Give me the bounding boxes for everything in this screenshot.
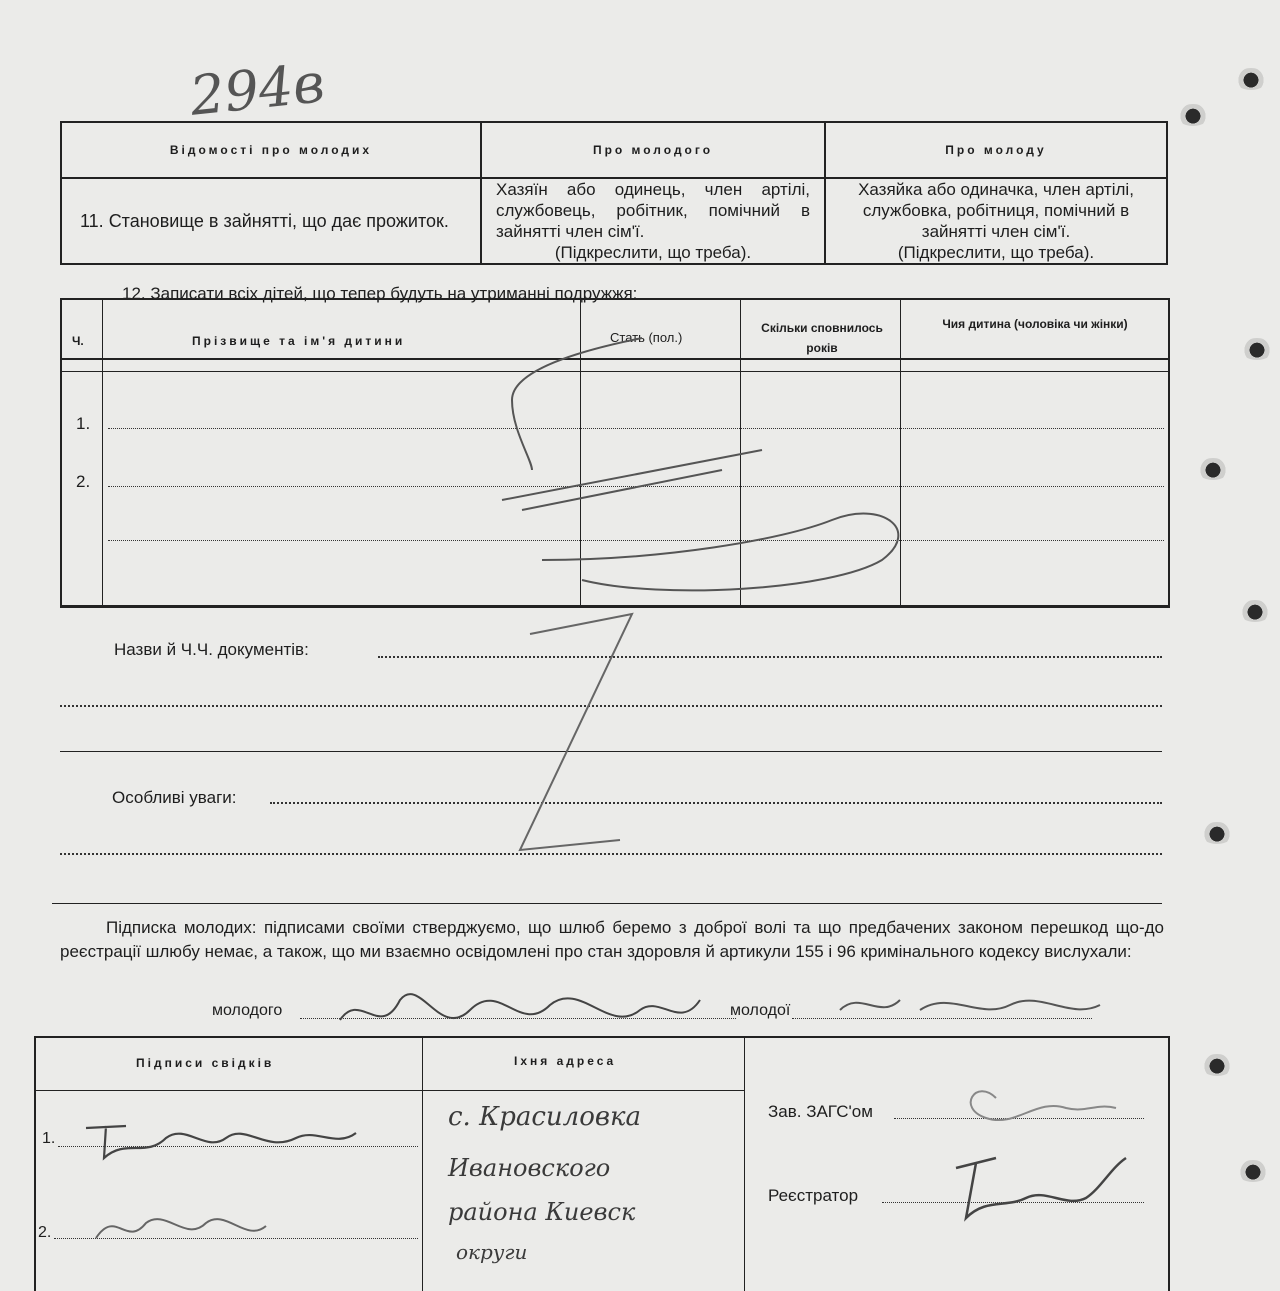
witness-2-num: 2.	[38, 1224, 52, 1241]
official-signatures	[916, 1058, 1156, 1268]
witness-address-line-1: с. Красиловка	[448, 1102, 642, 1132]
header-age: Скільки сповнилось років	[761, 321, 883, 355]
marital-info-table	[60, 121, 1168, 265]
header-sex: Стать (пол.)	[610, 330, 683, 345]
handwritten-record-number: 294в	[187, 51, 328, 128]
children-table	[60, 298, 1170, 608]
header-witness-signatures: Підписи свідків	[136, 1056, 275, 1070]
header-num: Ч.	[72, 334, 84, 348]
row11-groom-options: Хазяїн або одинець, член артілі, службовець, робітник, помічний в зайнятті член сім'ї. (Підкреслити, що треба).	[481, 178, 825, 264]
row11-bride-options: Хазяйка або одиначка, член артілі, службовка, робітниця, помічний в зайнятті член сім'ї. (Підкреслити, що треба).	[825, 178, 1167, 264]
witnesses-table	[34, 1036, 1170, 1291]
witness-1-num: 1.	[42, 1130, 56, 1147]
children-section-title: 12. Записати всіх дітей, що тепер будуть на утриманні подружжя:	[122, 284, 638, 303]
handwritten-strike-mark	[362, 310, 902, 600]
child-row-1-num: 1.	[76, 414, 91, 433]
couple-declaration: Підписка молодих: підписами своїми стверджуємо, що шлюб беремо з доброї волі та що предбачених законом перешкод що-до реєстрації шлюбу немає, а також, що ми взаємно освідомлені про стан здоровля й артикули 155 і 96 кримінального кодексу вислухали:	[60, 918, 1164, 961]
header-child-name: Прізвище та ім'я дитини	[192, 334, 406, 348]
groom-signature-label: молодого	[212, 1002, 283, 1019]
bride-signature-label: молодої	[730, 1002, 791, 1019]
zags-head-label: Зав. ЗАГС'ом	[768, 1102, 873, 1121]
header-groom: Про молодого	[481, 122, 825, 178]
registrar-label: Реєстратор	[768, 1186, 859, 1205]
header-whose-child: Чия дитина (чоловіка чи жінки)	[942, 317, 1128, 331]
witness-signatures	[66, 1098, 406, 1278]
witness-address-line-4: округи	[456, 1240, 528, 1264]
witness-address-line-3: района Киевск	[448, 1198, 636, 1226]
witness-address-line-2: Ивановского	[448, 1154, 611, 1182]
header-couple-info: Відомості про молодих	[61, 122, 481, 178]
header-witness-address: Іхня адреса	[514, 1054, 617, 1068]
documents-label: Назви й Ч.Ч. документів:	[114, 640, 309, 659]
child-row-2-num: 2.	[76, 472, 91, 491]
handwritten-z-mark	[470, 610, 650, 870]
header-bride: Про молоду	[825, 122, 1167, 178]
row11-label: 11. Становище в зайнятті, що дає прожиток.	[61, 178, 481, 264]
remarks-label: Особливі уваги:	[112, 788, 237, 807]
